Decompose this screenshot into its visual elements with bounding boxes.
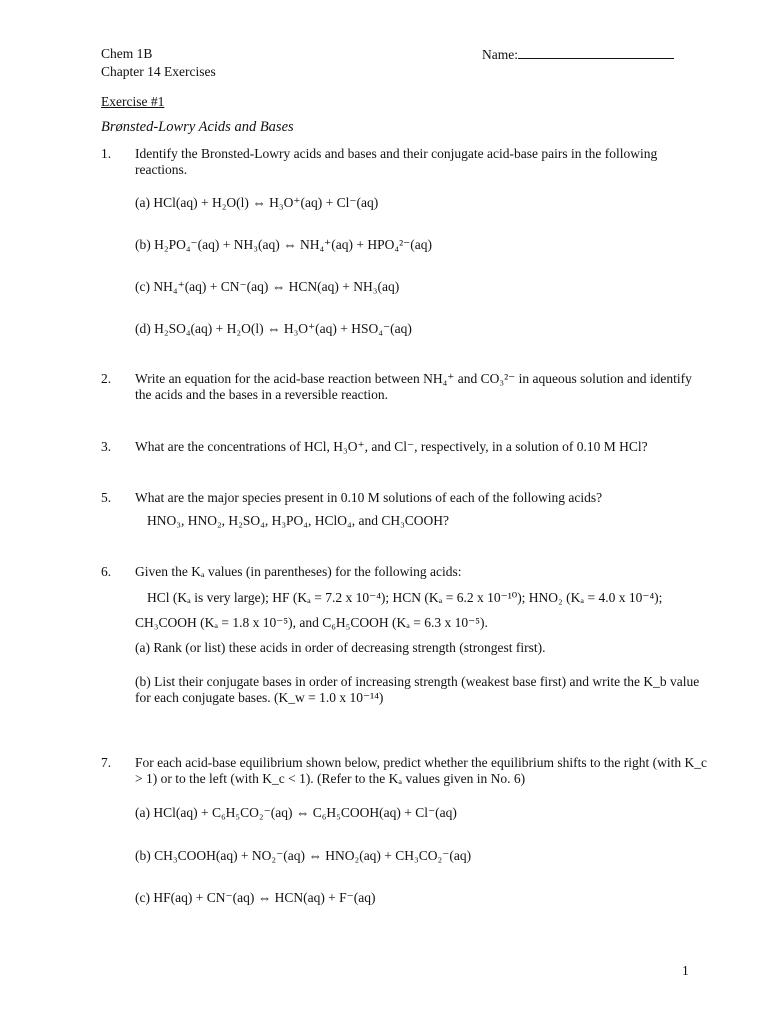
exercise-label: Exercise #1 [101,94,165,109]
q6-part-b: (b) List their conjugate bases in order of increasing strength (weakest base first) and write the K_b value for each conjugate bases. (K_w = 1.0 x 10⁻¹⁴) [135,674,700,705]
q7-reaction-c: (c) HF(aq) + CN⁻(aq) ⇔ HCN(aq) + F⁻(aq) [135,890,376,905]
name-blank-line[interactable] [518,46,674,59]
q1-reaction-a: (a) HCl(aq) + H₂O(l) ⇔ H₃O⁺(aq) + Cl⁻(aq) [135,195,379,210]
name-label: Name: [482,47,518,62]
q5-acids: HNO₃, HNO₂, H₂SO₄, H₃PO₄, HClO₄, and CH₃COOH? [147,513,450,528]
q6-ka-line-2: CH₃COOH (Kₐ = 1.8 x 10⁻⁵), and C₆H₅COOH (Kₐ = 6.3 x 10⁻⁵). [135,615,488,630]
q2-text: Write an equation for the acid-base reaction between NH₄⁺ and CO₃²⁻ in aqueous solution and identify the acids and the bases in a reversible reaction. [135,371,692,402]
q7-reaction-a: (a) HCl(aq) + C₆H₅CO₂⁻(aq) ⇔ C₆H₅COOH(aq) + Cl⁻(aq) [135,805,457,820]
q1-reaction-d: (d) H₂SO₄(aq) + H₂O(l) ⇔ H₃O⁺(aq) + HSO₄⁻(aq) [135,321,412,336]
q7-text: For each acid-base equilibrium shown below, predict whether the equilibrium shifts to the right (with K_c > 1) or to the left (with K_c < 1). (Refer to the Kₐ values given in No. 6) [135,755,707,786]
q1-number: 1. [101,146,112,161]
q7-reaction-b: (b) CH₃COOH(aq) + NO₂⁻(aq) ⇔ HNO₂(aq) + CH₃CO₂⁻(aq) [135,848,472,863]
section-title: Brønsted-Lowry Acids and Bases [101,119,294,135]
page-number: 1 [682,963,689,978]
q1-reaction-b: (b) H₂PO₄⁻(aq) + NH₃(aq) ⇔ NH₄⁺(aq) + HPO₄²⁻(aq) [135,237,432,252]
course-label: Chem 1B [101,46,153,61]
q5-text: What are the major species present in 0.10 M solutions of each of the following acids? [135,490,603,505]
name-field[interactable] [482,46,674,63]
q3-number: 3. [101,439,112,454]
q6-number: 6. [101,564,112,579]
q7-number: 7. [101,755,112,770]
chapter-label: Chapter 14 Exercises [101,64,216,79]
q6-part-a: (a) Rank (or list) these acids in order of decreasing strength (strongest first). [135,640,546,655]
q6-text: Given the Kₐ values (in parentheses) for the following acids: [135,564,462,579]
q3-text: What are the concentrations of HCl, H₃O⁺, and Cl⁻, respectively, in a solution of 0.10 M HCl? [135,439,648,454]
q6-ka-line-1: HCl (Kₐ is very large); HF (Kₐ = 7.2 x 10⁻⁴); HCN (Kₐ = 6.2 x 10⁻¹⁰); HNO₂ (Kₐ = 4.0 x 10⁻⁴); [147,590,663,605]
q1-reaction-c: (c) NH₄⁺(aq) + CN⁻(aq) ⇔ HCN(aq) + NH₃(aq) [135,279,400,294]
q1-text: Identify the Bronsted-Lowry acids and bases and their conjugate acid-base pairs in the following reactions. [135,146,658,177]
q5-number: 5. [101,490,112,505]
q2-number: 2. [101,371,112,386]
